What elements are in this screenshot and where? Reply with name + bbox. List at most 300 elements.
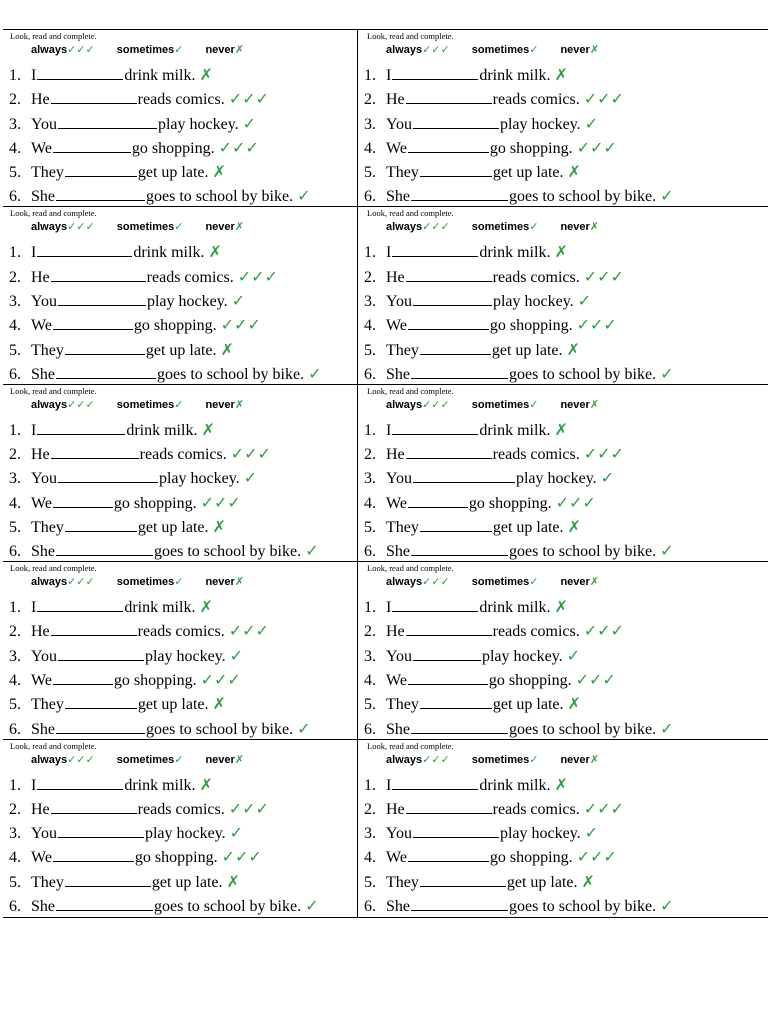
item-predicate: go shopping. — [489, 139, 573, 157]
frequency-legend — [386, 43, 599, 57]
answer-blank[interactable] — [53, 670, 113, 685]
item-number: 3. — [364, 292, 376, 310]
sentence-item — [9, 596, 355, 620]
item-number: 1. — [9, 244, 21, 262]
item-subject: We — [31, 672, 52, 690]
frequency-mark: ✗ — [567, 696, 581, 714]
answer-blank[interactable] — [406, 267, 492, 282]
item-predicate: drink milk. — [479, 244, 551, 262]
item-subject: They — [386, 696, 419, 714]
item-subject: You — [386, 292, 412, 310]
item-subject: He — [31, 446, 50, 464]
legend-key-always — [31, 43, 95, 57]
frequency-mark: ✗ — [212, 518, 226, 536]
frequency-mark: ✗ — [212, 696, 226, 714]
item-predicate: drink milk. — [133, 244, 205, 262]
item-predicate: go shopping. — [133, 317, 217, 335]
answer-blank[interactable] — [37, 65, 123, 80]
legend-mark: ✓ — [529, 221, 539, 234]
item-number: 3. — [9, 292, 21, 310]
item-number: 4. — [9, 849, 21, 867]
legend-key-always — [386, 43, 450, 57]
legend-word: always — [31, 44, 68, 56]
exercise-card — [358, 385, 768, 562]
item-predicate: goes to school by bike. — [509, 188, 657, 206]
answer-blank[interactable] — [392, 420, 478, 435]
item-number: 6. — [364, 543, 376, 561]
item-subject: They — [31, 696, 64, 714]
answer-blank[interactable] — [56, 541, 153, 556]
answer-blank[interactable] — [411, 719, 508, 734]
answer-blank[interactable] — [53, 315, 133, 330]
legend-key-sometimes — [117, 398, 184, 412]
legend-mark: ✗ — [234, 576, 245, 589]
answer-blank[interactable] — [58, 114, 157, 129]
sentence-item — [364, 846, 766, 870]
legend-mark: ✓✓✓ — [422, 221, 450, 234]
legend-mark: ✗ — [589, 221, 600, 234]
answer-blank[interactable] — [411, 896, 508, 911]
frequency-mark: ✓✓✓ — [555, 494, 596, 512]
sentence-list — [9, 241, 355, 384]
item-predicate: goes to school by bike. — [146, 720, 294, 738]
answer-blank[interactable] — [411, 541, 508, 556]
item-subject: She — [386, 543, 410, 561]
sentence-item — [364, 693, 766, 717]
frequency-mark: ✓✓✓ — [228, 800, 269, 818]
answer-blank[interactable] — [56, 719, 145, 734]
item-number: 2. — [364, 91, 376, 109]
sentence-list — [9, 596, 355, 739]
legend-word: sometimes — [116, 576, 175, 589]
exercise-card — [3, 30, 358, 207]
item-number: 4. — [9, 494, 21, 512]
legend-mark: ✓ — [529, 44, 539, 56]
sentence-item — [364, 290, 766, 314]
item-number: 1. — [364, 599, 376, 617]
exercise-card — [358, 207, 768, 384]
item-predicate: reads comics. — [492, 268, 580, 286]
frequency-mark: ✓ — [566, 647, 581, 665]
item-predicate: goes to school by bike. — [146, 188, 294, 206]
answer-blank[interactable] — [408, 315, 489, 330]
answer-blank[interactable] — [51, 267, 146, 282]
item-predicate: get up late. — [137, 518, 209, 536]
answer-blank[interactable] — [53, 138, 131, 153]
item-number: 3. — [9, 825, 21, 843]
item-number: 2. — [9, 446, 21, 464]
answer-blank[interactable] — [58, 468, 158, 483]
item-predicate: reads comics. — [139, 446, 227, 464]
frequency-mark: ✓ — [660, 188, 674, 206]
item-predicate: reads comics. — [137, 800, 225, 818]
exercise-card — [358, 740, 768, 917]
legend-key-never — [560, 398, 599, 412]
answer-blank[interactable] — [65, 340, 145, 355]
sentence-item — [9, 871, 355, 895]
item-number: 6. — [364, 720, 376, 738]
frequency-mark: ✓✓✓ — [583, 91, 624, 109]
sentence-list — [9, 64, 355, 207]
legend-key-sometimes — [117, 753, 184, 767]
answer-blank[interactable] — [58, 291, 146, 306]
sentence-item — [364, 161, 766, 185]
item-subject: I — [31, 776, 37, 794]
item-subject: She — [386, 188, 410, 206]
frequency-mark: ✗ — [199, 776, 213, 794]
legend-word: sometimes — [116, 398, 175, 411]
item-subject: We — [31, 139, 52, 157]
item-number: 5. — [364, 164, 376, 182]
legend-mark: ✗ — [234, 753, 245, 766]
legend-word: always — [386, 221, 423, 234]
item-predicate: goes to school by bike. — [509, 720, 657, 738]
frequency-mark: ✗ — [554, 421, 568, 439]
item-number: 1. — [9, 67, 21, 84]
item-predicate: go shopping. — [113, 494, 197, 512]
answer-blank[interactable] — [53, 493, 113, 508]
sentence-item — [9, 185, 355, 207]
item-predicate: reads comics. — [492, 800, 580, 818]
instruction-text: Look, read and complete. — [10, 563, 97, 574]
answer-blank[interactable] — [406, 444, 492, 459]
answer-blank[interactable] — [392, 65, 478, 80]
item-predicate: go shopping. — [468, 494, 552, 512]
frequency-mark: ✓✓✓ — [221, 849, 262, 867]
frequency-mark: ✓✓✓ — [200, 494, 241, 512]
legend-word: always — [386, 576, 423, 589]
sentence-item — [364, 443, 766, 467]
legend-mark: ✓ — [174, 753, 184, 766]
legend-key-sometimes — [117, 575, 184, 589]
item-predicate: play hockey. — [144, 647, 226, 665]
item-subject: You — [386, 647, 412, 665]
legend-mark: ✗ — [589, 44, 600, 56]
answer-blank[interactable] — [65, 872, 151, 887]
frequency-mark: ✓✓✓ — [583, 268, 624, 286]
legend-key-sometimes — [472, 220, 539, 234]
frequency-mark: ✗ — [199, 599, 213, 617]
frequency-legend — [31, 43, 244, 57]
item-predicate: play hockey. — [492, 292, 574, 310]
sentence-item — [9, 339, 355, 363]
item-subject: I — [386, 776, 392, 794]
frequency-mark: ✓ — [243, 470, 258, 488]
answer-blank[interactable] — [413, 823, 499, 838]
frequency-mark: ✗ — [566, 341, 580, 359]
item-number: 4. — [364, 494, 376, 512]
item-predicate: play hockey. — [158, 470, 240, 488]
answer-blank[interactable] — [37, 597, 123, 612]
answer-blank[interactable] — [413, 468, 515, 483]
frequency-mark: ✓ — [231, 292, 246, 310]
item-number: 6. — [9, 188, 21, 206]
answer-blank[interactable] — [408, 493, 468, 508]
frequency-mark: ✓✓✓ — [583, 446, 624, 464]
sentence-item — [364, 88, 766, 112]
item-subject: You — [31, 115, 57, 133]
legend-word: always — [386, 44, 423, 56]
frequency-mark: ✗ — [554, 67, 568, 84]
item-subject: You — [386, 115, 412, 133]
item-predicate: drink milk. — [479, 776, 551, 794]
item-predicate: drink milk. — [124, 599, 196, 617]
answer-blank[interactable] — [392, 775, 478, 790]
answer-blank[interactable] — [65, 517, 137, 532]
item-subject: I — [386, 244, 392, 262]
legend-key-always — [386, 575, 450, 589]
answer-blank[interactable] — [406, 89, 492, 104]
item-subject: We — [386, 849, 407, 867]
legend-word: always — [386, 753, 423, 766]
exercise-card — [3, 562, 358, 739]
item-predicate: play hockey. — [515, 470, 597, 488]
answer-blank[interactable] — [413, 291, 492, 306]
item-subject: I — [31, 599, 37, 617]
item-predicate: go shopping. — [488, 672, 572, 690]
legend-key-sometimes — [472, 398, 539, 412]
item-subject: We — [386, 494, 407, 512]
answer-blank[interactable] — [51, 799, 137, 814]
legend-word: sometimes — [116, 44, 175, 56]
frequency-mark: ✗ — [567, 164, 581, 182]
frequency-mark: ✓ — [297, 188, 311, 206]
item-subject: We — [31, 849, 52, 867]
item-predicate: get up late. — [137, 164, 209, 182]
item-subject: They — [386, 341, 419, 359]
frequency-legend — [386, 220, 599, 234]
frequency-mark: ✓ — [297, 720, 311, 738]
item-subject: You — [31, 825, 57, 843]
legend-word: never — [205, 398, 235, 411]
item-subject: You — [31, 292, 57, 310]
legend-word: never — [205, 44, 235, 56]
answer-blank[interactable] — [65, 162, 137, 177]
sentence-item — [364, 596, 766, 620]
sentence-item — [364, 516, 766, 540]
item-predicate: get up late. — [151, 873, 223, 891]
item-number: 5. — [364, 696, 376, 714]
legend-mark: ✓ — [529, 576, 539, 589]
answer-blank[interactable] — [406, 799, 492, 814]
legend-word: never — [205, 221, 235, 234]
item-predicate: go shopping. — [489, 317, 573, 335]
legend-key-never — [205, 43, 244, 57]
item-number: 5. — [364, 873, 376, 891]
legend-mark: ✓ — [174, 221, 184, 234]
item-subject: They — [386, 518, 419, 536]
answer-blank[interactable] — [408, 847, 489, 862]
legend-key-never — [205, 398, 244, 412]
answer-blank[interactable] — [411, 364, 508, 379]
sentence-item — [364, 492, 766, 516]
answer-blank[interactable] — [37, 420, 125, 435]
answer-blank[interactable] — [65, 694, 137, 709]
legend-key-sometimes — [117, 220, 184, 234]
legend-word: always — [31, 753, 68, 766]
item-subject: He — [386, 91, 405, 109]
sentence-item — [9, 64, 355, 88]
answer-blank[interactable] — [51, 89, 137, 104]
item-number: 5. — [9, 341, 21, 359]
sentence-item — [364, 645, 766, 669]
legend-key-sometimes — [472, 753, 539, 767]
item-number: 2. — [9, 800, 21, 818]
frequency-mark: ✗ — [554, 244, 568, 262]
legend-mark: ✓✓✓ — [422, 576, 450, 589]
sentence-item — [9, 419, 355, 443]
item-number: 3. — [9, 647, 21, 665]
answer-blank[interactable] — [408, 670, 488, 685]
instruction-text: Look, read and complete. — [10, 208, 97, 219]
frequency-mark: ✗ — [199, 67, 213, 84]
legend-key-never — [560, 575, 599, 589]
sentence-item — [9, 516, 355, 540]
item-subject: He — [31, 91, 50, 109]
frequency-mark: ✓ — [660, 543, 674, 561]
legend-key-always — [386, 398, 450, 412]
frequency-mark: ✗ — [567, 518, 581, 536]
sentence-item — [364, 798, 766, 822]
answer-blank[interactable] — [411, 186, 508, 201]
exercise-card — [358, 30, 768, 207]
item-subject: I — [31, 244, 37, 262]
answer-blank[interactable] — [413, 114, 499, 129]
legend-word: sometimes — [116, 221, 175, 234]
sentence-item — [9, 669, 355, 693]
sentence-list — [364, 64, 766, 207]
item-predicate: drink milk. — [124, 776, 196, 794]
item-subject: We — [386, 672, 407, 690]
item-predicate: reads comics. — [137, 91, 225, 109]
item-number: 3. — [9, 115, 21, 133]
item-predicate: goes to school by bike. — [157, 365, 305, 383]
item-number: 1. — [364, 421, 376, 439]
item-subject: You — [386, 470, 412, 488]
answer-blank[interactable] — [420, 694, 492, 709]
frequency-mark: ✓✓✓ — [230, 446, 271, 464]
answer-blank[interactable] — [392, 242, 478, 257]
legend-key-sometimes — [472, 43, 539, 57]
answer-blank[interactable] — [420, 872, 506, 887]
answer-blank[interactable] — [420, 340, 491, 355]
legend-key-never — [560, 220, 599, 234]
item-number: 5. — [9, 518, 21, 536]
item-subject: He — [386, 268, 405, 286]
item-predicate: get up late. — [492, 696, 564, 714]
answer-blank[interactable] — [58, 823, 144, 838]
item-subject: You — [31, 647, 57, 665]
legend-mark: ✗ — [234, 398, 245, 411]
item-number: 6. — [9, 543, 21, 561]
instruction-text: Look, read and complete. — [367, 563, 454, 574]
item-predicate: play hockey. — [146, 292, 228, 310]
instruction-text: Look, read and complete. — [367, 31, 454, 41]
answer-blank[interactable] — [420, 517, 492, 532]
answer-blank[interactable] — [56, 186, 145, 201]
item-predicate: reads comics. — [492, 623, 580, 641]
legend-mark: ✓ — [174, 44, 184, 56]
answer-blank[interactable] — [51, 444, 139, 459]
item-predicate: reads comics. — [146, 268, 234, 286]
instruction-text: Look, read and complete. — [367, 740, 454, 751]
frequency-mark: ✓ — [600, 470, 615, 488]
answer-blank[interactable] — [56, 896, 153, 911]
item-predicate: goes to school by bike. — [509, 543, 657, 561]
legend-mark: ✗ — [589, 398, 600, 411]
answer-blank[interactable] — [58, 646, 144, 661]
answer-blank[interactable] — [53, 847, 134, 862]
frequency-legend — [31, 398, 244, 412]
sentence-item — [9, 798, 355, 822]
sentence-item — [9, 693, 355, 717]
sentence-item — [364, 620, 766, 644]
instruction-text: Look, read and complete. — [367, 385, 454, 396]
item-number: 1. — [364, 776, 376, 794]
frequency-mark: ✓✓✓ — [583, 623, 624, 641]
frequency-mark: ✓ — [584, 115, 599, 133]
item-predicate: get up late. — [506, 873, 578, 891]
sentence-item — [364, 467, 766, 491]
item-number: 3. — [9, 470, 21, 488]
item-number: 1. — [9, 421, 21, 439]
sentence-item — [364, 314, 766, 338]
answer-blank[interactable] — [420, 162, 492, 177]
legend-key-never — [560, 43, 599, 57]
frequency-mark: ✗ — [201, 421, 215, 439]
sentence-list — [9, 419, 355, 562]
item-subject: She — [31, 720, 55, 738]
legend-word: never — [205, 576, 235, 589]
answer-blank[interactable] — [406, 621, 492, 636]
item-number: 1. — [9, 599, 21, 617]
sentence-item — [364, 185, 766, 207]
legend-mark: ✗ — [589, 576, 600, 589]
answer-blank[interactable] — [37, 242, 132, 257]
sentence-item — [364, 113, 766, 137]
legend-mark: ✓ — [529, 753, 539, 766]
frequency-legend — [31, 753, 244, 767]
legend-mark: ✗ — [234, 221, 245, 234]
legend-word: sometimes — [116, 753, 175, 766]
item-subject: They — [386, 164, 419, 182]
item-predicate: reads comics. — [492, 91, 580, 109]
legend-key-always — [31, 398, 95, 412]
legend-word: sometimes — [471, 576, 530, 589]
item-predicate: drink milk. — [479, 599, 551, 617]
item-number: 4. — [364, 139, 376, 157]
item-number: 3. — [364, 825, 376, 843]
exercise-card — [358, 562, 768, 739]
answer-blank[interactable] — [408, 138, 489, 153]
answer-blank[interactable] — [413, 646, 481, 661]
exercise-card — [3, 385, 358, 562]
sentence-item — [364, 895, 766, 917]
legend-mark: ✓ — [174, 576, 184, 589]
answer-blank[interactable] — [37, 775, 123, 790]
item-number: 5. — [9, 164, 21, 182]
answer-blank[interactable] — [392, 597, 478, 612]
item-subject: He — [31, 268, 50, 286]
sentence-item — [9, 161, 355, 185]
legend-key-always — [31, 575, 95, 589]
answer-blank[interactable] — [51, 621, 137, 636]
legend-word: always — [31, 398, 68, 411]
legend-mark: ✓✓✓ — [422, 44, 450, 56]
answer-blank[interactable] — [56, 364, 156, 379]
item-subject: They — [386, 873, 419, 891]
sentence-item — [9, 895, 355, 917]
